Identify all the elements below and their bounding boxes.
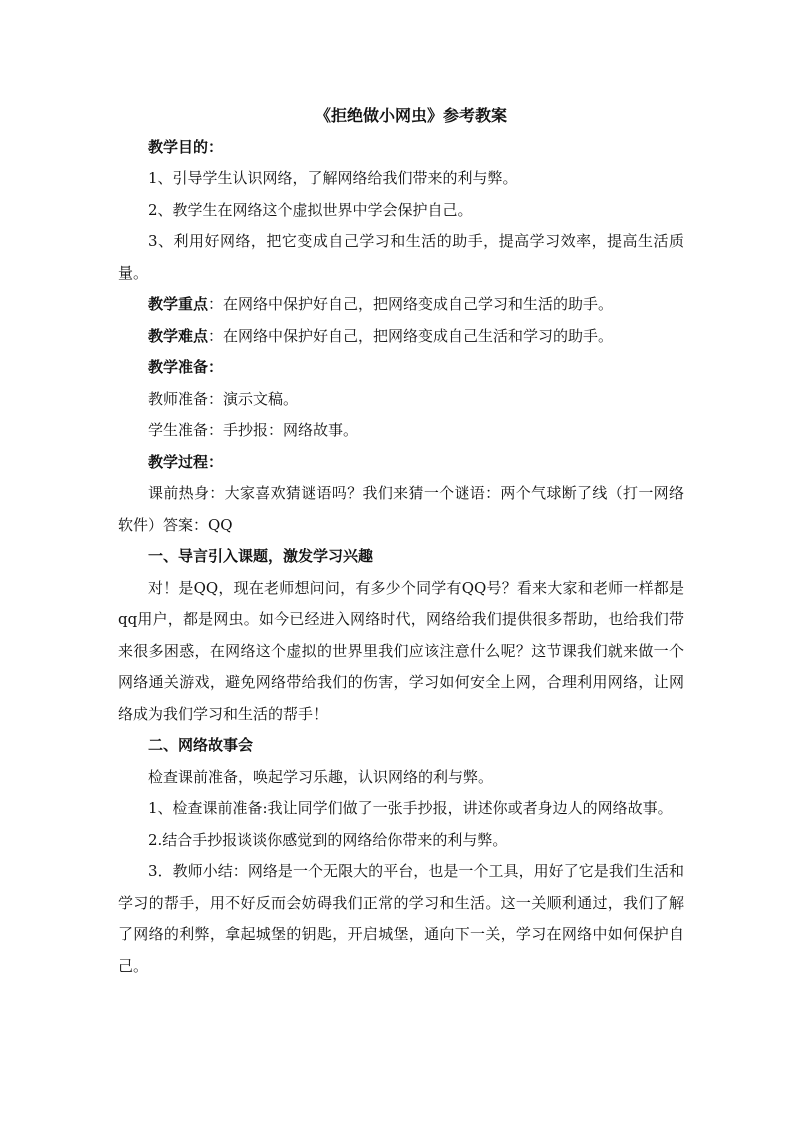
difficulty-text: ：在网络中保护好自己，把网络变成自己生活和学习的助手。 <box>208 326 614 345</box>
difficulty-label: 教学难点 <box>148 326 209 345</box>
goal-item-1: 1、引导学生认识网络，了解网络给我们带来的利与弊。 <box>148 169 518 187</box>
key-point-paragraph <box>118 289 684 321</box>
goal-item-3: 3、利用好网络，把它变成自己学习和生活的助手，提高学习效率，提高生活质量。 <box>118 232 684 282</box>
document-page <box>118 100 684 982</box>
process-heading: 教学过程： <box>148 452 224 471</box>
section2-item-3: 3．教师小结：网络是一个无限大的平台，也是一个工具，用好了它是我们生活和学习的帮手，用不好反而会妨碍我们正常的学习和生活。这一关顺利通过，我们了解了网络的利弊，拿起城堡的钥匙，开启城堡，通向下一关，学习在网络中如何保护自己。 <box>118 862 684 975</box>
section2-intro: 检查课前准备，唤起学习乐趣，认识网络的利与弊。 <box>148 767 494 786</box>
difficulty-paragraph <box>118 321 684 353</box>
section1-text: 对！是QQ，现在老师想问问，有多少个同学有QQ号？看来大家和老师一样都是qq用户，都是网虫。如今已经进入网络时代，网络给我们提供很多帮助，也给我们带来很多困惑，在网络这个虚拟的世界里我们应该注意什么呢？这节课我们就来做一个网络通关游戏，避免网络带给我们的伤害，学习如何安全上网，合理利用网络，让网络成为我们学习和生活的帮手！ <box>118 578 684 723</box>
section2-heading: 二、网络故事会 <box>148 736 254 754</box>
warmup-paragraph: 课前热身：大家喜欢猜谜语吗？我们来猜一个谜语：两个气球断了线（打一网络软件）答案：QQ <box>118 484 684 534</box>
section2-item-2: 2.结合手抄报谈谈你感觉到的网络给你带来的利与弊。 <box>148 830 508 849</box>
goals-heading: 教学目的： <box>148 137 224 156</box>
document-title: 《拒绝做小网虫》参考教案 <box>314 106 507 125</box>
preparation-heading: 教学准备： <box>148 358 224 376</box>
student-preparation: 学生准备：手抄报：网络故事。 <box>148 421 359 439</box>
section1-heading: 一、导言引入课题，激发学习兴趣 <box>148 547 374 565</box>
goal-item-2: 2、教学生在网络这个虚拟世界中学会保护自己。 <box>148 200 473 219</box>
section2-item-1: 1、检查课前准备:我让同学们做了一张手抄报，讲述你或者身边人的网络故事。 <box>148 799 673 817</box>
key-point-text: ：在网络中保护好自己，把网络变成自己学习和生活的助手。 <box>208 295 614 313</box>
teacher-preparation: 教师准备：演示文稿。 <box>148 389 299 408</box>
key-point-label: 教学重点 <box>148 295 209 313</box>
